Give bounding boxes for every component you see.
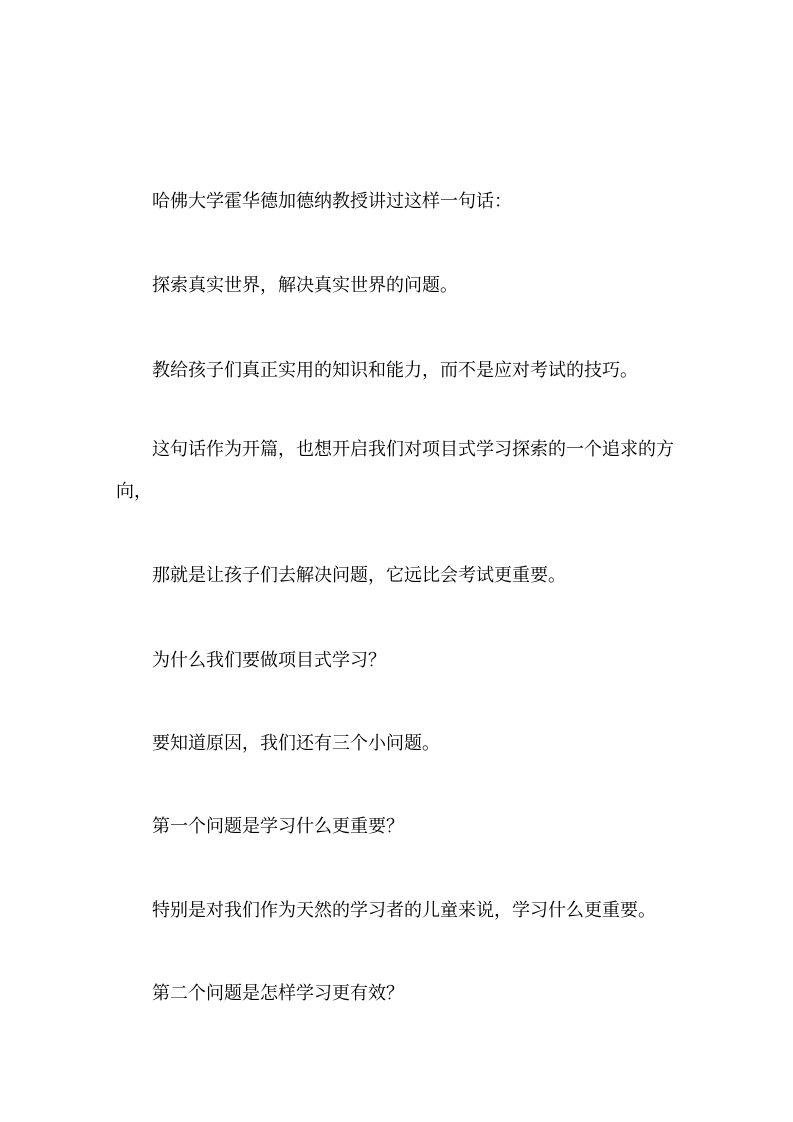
paragraph-7: 要知道原因，我们还有三个小问题。 [152, 733, 440, 754]
paragraph-5: 那就是让孩子们去解决问题，它远比会考试更重要。 [152, 565, 566, 586]
paragraph-3: 教给孩子们真正实用的知识和能力，而不是应对考试的技巧。 [152, 360, 638, 381]
paragraph-6: 为什么我们要做项目式学习？ [152, 650, 386, 671]
paragraph-4: 这句话作为开篇，也想开启我们对项目式学习探索的一个追求的方向， [116, 439, 674, 502]
paragraph-2: 探索真实世界，解决真实世界的问题。 [152, 275, 458, 296]
paragraph-10: 第二个问题是怎样学习更有效？ [152, 983, 404, 1004]
paragraph-9: 特别是对我们作为天然的学习者的儿童来说，学习什么更重要。 [152, 900, 656, 921]
paragraph-1: 哈佛大学霍华德加德纳教授讲过这样一句话： [152, 191, 512, 212]
paragraph-8: 第一个问题是学习什么更重要？ [152, 816, 404, 837]
